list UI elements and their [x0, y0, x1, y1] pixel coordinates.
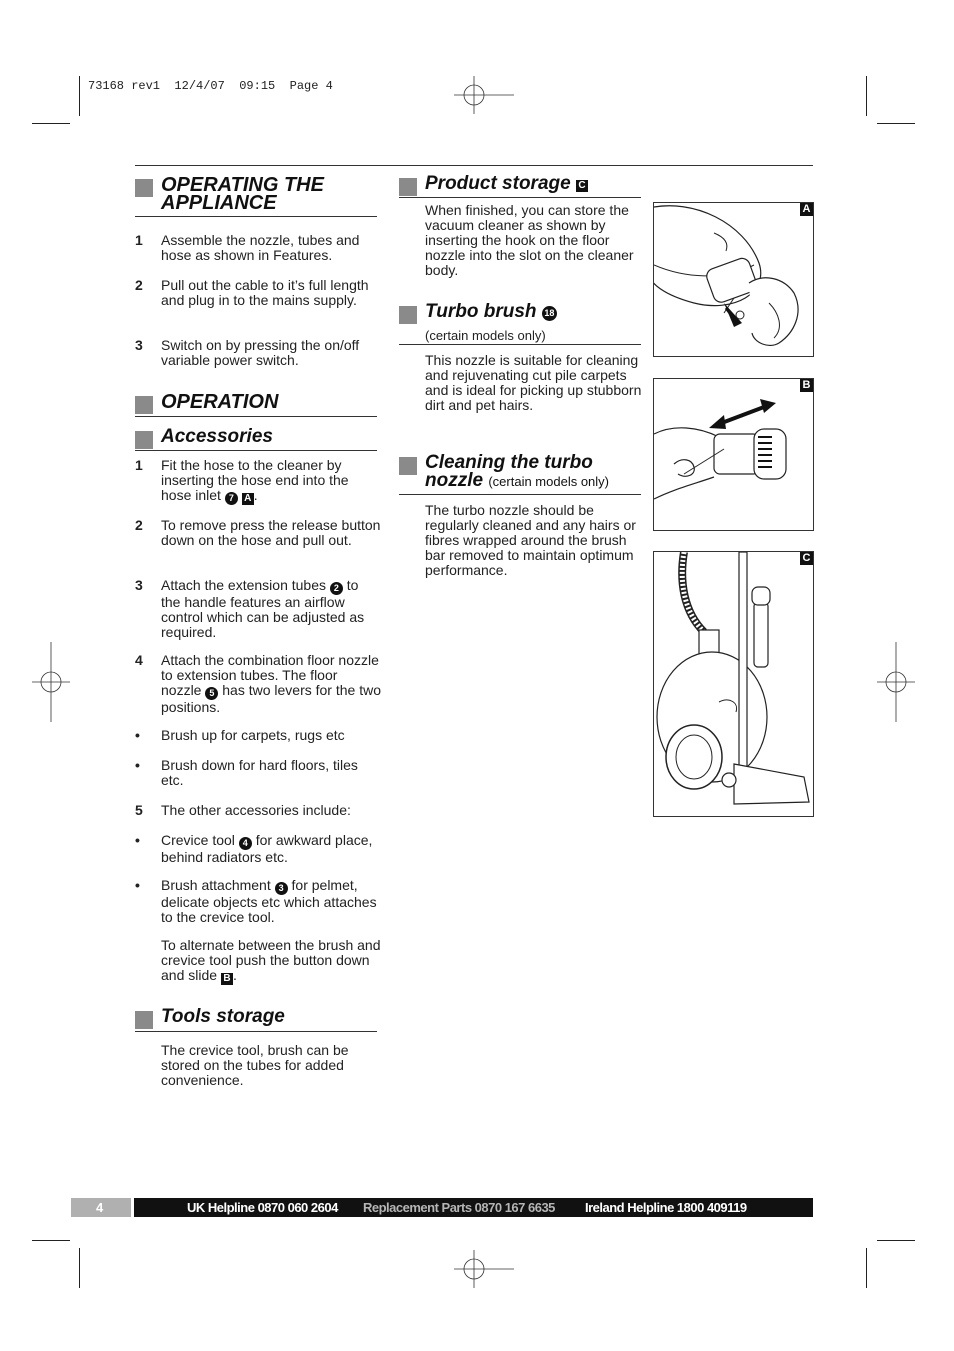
- punctuation: .: [232, 967, 237, 983]
- item-text: Brush down for hard floors, tiles etc.: [161, 757, 358, 788]
- title-text: Product storage: [425, 173, 571, 194]
- figure-c: [653, 551, 814, 817]
- section-rule: [135, 450, 377, 451]
- figure-label: C: [800, 552, 813, 565]
- item-text: [161, 833, 381, 865]
- title-text: Turbo brush: [425, 301, 537, 322]
- section-title: [425, 454, 609, 491]
- item-text-body: for pelmet, delicate objects etc which attaches to the crevice tool.: [161, 877, 377, 925]
- section-title: [161, 176, 324, 212]
- item-text: [161, 878, 381, 925]
- figure-ref-badge: A: [242, 493, 254, 505]
- figure-label: A: [800, 203, 813, 216]
- item-text-body: Crevice tool: [161, 832, 235, 848]
- item-number: 1: [135, 457, 143, 473]
- page-number: [71, 1198, 131, 1217]
- item-text-body: Brush attachment: [161, 877, 271, 893]
- item-text-body: Fit the hose to the cleaner by inserting the hose end into the hose inlet: [161, 457, 349, 503]
- item-number: 3: [135, 577, 143, 593]
- crop-mark: [877, 123, 915, 124]
- bullet: •: [135, 877, 140, 893]
- page-number-text: 4: [96, 1200, 104, 1215]
- bullet: •: [135, 727, 140, 743]
- bullet: •: [135, 757, 140, 773]
- feature-number-badge: 7: [225, 492, 238, 505]
- item-text: To remove press the release button down on the hose and pull out.: [161, 517, 381, 548]
- title-line: APPLIANCE: [161, 192, 277, 214]
- item-text: [161, 653, 381, 715]
- crop-mark: [79, 76, 80, 116]
- feature-number-badge: 3: [275, 882, 288, 895]
- section-turbo-brush: [399, 301, 641, 346]
- item-number: 3: [135, 337, 143, 353]
- section-product-storage: [399, 173, 641, 200]
- print-slug: 73168 rev1 12/4/07 09:15 Page 4: [88, 79, 333, 93]
- section-title: Accessories: [161, 426, 273, 447]
- item-number: 1: [135, 232, 143, 248]
- section-tools-storage: [135, 1006, 377, 1033]
- section-rule: [399, 344, 641, 345]
- section-marker: [399, 457, 417, 475]
- crop-mark: [877, 1240, 915, 1241]
- section-marker: [135, 431, 153, 449]
- paragraph: When finished, you can store the vacuum cleaner as shown by inserting the hook on the floor nozzle into the slot on the cleaner body.: [425, 202, 634, 278]
- section-marker: [399, 306, 417, 324]
- paragraph: [161, 938, 381, 985]
- crop-mark: [32, 1240, 70, 1241]
- item-text-body: has two levers for the two positions.: [161, 682, 381, 715]
- item-text: [161, 578, 381, 640]
- section-subtitle: (certain models only): [488, 474, 609, 489]
- registration-mark-icon: [454, 76, 514, 114]
- feature-number-badge: 4: [239, 837, 252, 850]
- item-text-body: Attach the extension tubes: [161, 577, 326, 593]
- item-text: Pull out the cable to it’s full length and plug in to the mains supply.: [161, 277, 369, 308]
- crop-mark: [32, 123, 70, 124]
- section-rule: [135, 1031, 377, 1032]
- item-text-body: for awkward place, behind radiators etc.: [161, 832, 373, 865]
- vacuum-upright-storage-illustration-icon: [654, 552, 813, 816]
- title-line: [425, 472, 609, 491]
- top-rule: [135, 165, 813, 166]
- section-operating: [135, 174, 377, 219]
- item-text: Assemble the nozzle, tubes and hose as shown in Features.: [161, 232, 360, 263]
- feature-number-badge: 18: [542, 306, 557, 321]
- punctuation: .: [253, 487, 258, 503]
- paragraph: The crevice tool, brush can be stored on the tubes for added convenience.: [161, 1042, 349, 1088]
- figure-a: [653, 202, 814, 357]
- title-line: Cleaning the turbo: [425, 452, 593, 473]
- vacuum-storage-illustration-icon: [654, 203, 813, 356]
- item-text-body: to the handle features an airflow control which can be adjusted as required.: [161, 577, 365, 640]
- feature-number-badge: 5: [205, 687, 218, 700]
- registration-mark-icon: [454, 1250, 514, 1288]
- section-marker: [135, 1011, 153, 1029]
- section-cleaning-turbo: [399, 452, 641, 497]
- section-title: [425, 175, 588, 193]
- crop-mark: [79, 1248, 80, 1288]
- uk-helpline: UK Helpline 0870 060 2604: [187, 1200, 338, 1215]
- section-accessories: [135, 426, 377, 453]
- item-text: Brush up for carpets, rugs etc: [161, 727, 345, 743]
- item-text-body: Attach the combination floor nozzle to extension tubes. The floor nozzle: [161, 652, 379, 698]
- paragraph-text: To alternate between the brush and crevice tool push the button down and slide: [161, 937, 381, 983]
- section-title: [425, 303, 557, 321]
- item-number: 5: [135, 802, 143, 818]
- item-number: 2: [135, 517, 143, 533]
- title-line: OPERATING THE: [161, 174, 324, 196]
- section-marker: [135, 179, 153, 197]
- figure-ref-badge: B: [221, 973, 233, 985]
- feature-number-badge: 2: [330, 582, 343, 595]
- helpline-bar: [134, 1198, 813, 1217]
- section-title: Tools storage: [161, 1006, 285, 1027]
- ireland-helpline: Ireland Helpline 1800 409119: [585, 1200, 747, 1215]
- figure-b: [653, 378, 814, 531]
- registration-mark-icon: [32, 642, 70, 722]
- section-rule: [399, 197, 641, 198]
- brush-slide-illustration-icon: [654, 379, 813, 530]
- item-text: Switch on by pressing the on/off variable power switch.: [161, 337, 360, 368]
- section-title: OPERATION: [161, 391, 279, 413]
- paragraph: This nozzle is suitable for cleaning and rejuvenating cut pile carpets and is ideal for picking up stubborn dirt and pet hairs.: [425, 352, 642, 413]
- section-marker: [135, 396, 153, 414]
- figure-ref-badge: C: [576, 180, 588, 192]
- replacement-parts-line: Replacement Parts 0870 167 6635: [363, 1200, 555, 1215]
- bullet: •: [135, 832, 140, 848]
- item-text: [161, 458, 381, 505]
- section-subtitle: (certain models only): [425, 328, 546, 343]
- item-number: 2: [135, 277, 143, 293]
- registration-mark-icon: [877, 642, 915, 722]
- section-rule: [399, 494, 641, 495]
- paragraph: The turbo nozzle should be regularly cleaned and any hairs or fibres wrapped around the brush bar removed to maintain optimum performance.: [425, 502, 636, 578]
- item-number: 4: [135, 652, 143, 668]
- item-text: The other accessories include:: [161, 802, 351, 818]
- section-marker: [399, 178, 417, 196]
- figure-label: B: [800, 379, 813, 392]
- section-rule: [135, 416, 377, 417]
- section-rule: [135, 216, 377, 217]
- crop-mark: [866, 1248, 867, 1288]
- crop-mark: [866, 76, 867, 116]
- section-operation: [135, 391, 377, 418]
- title-text: nozzle: [425, 470, 484, 491]
